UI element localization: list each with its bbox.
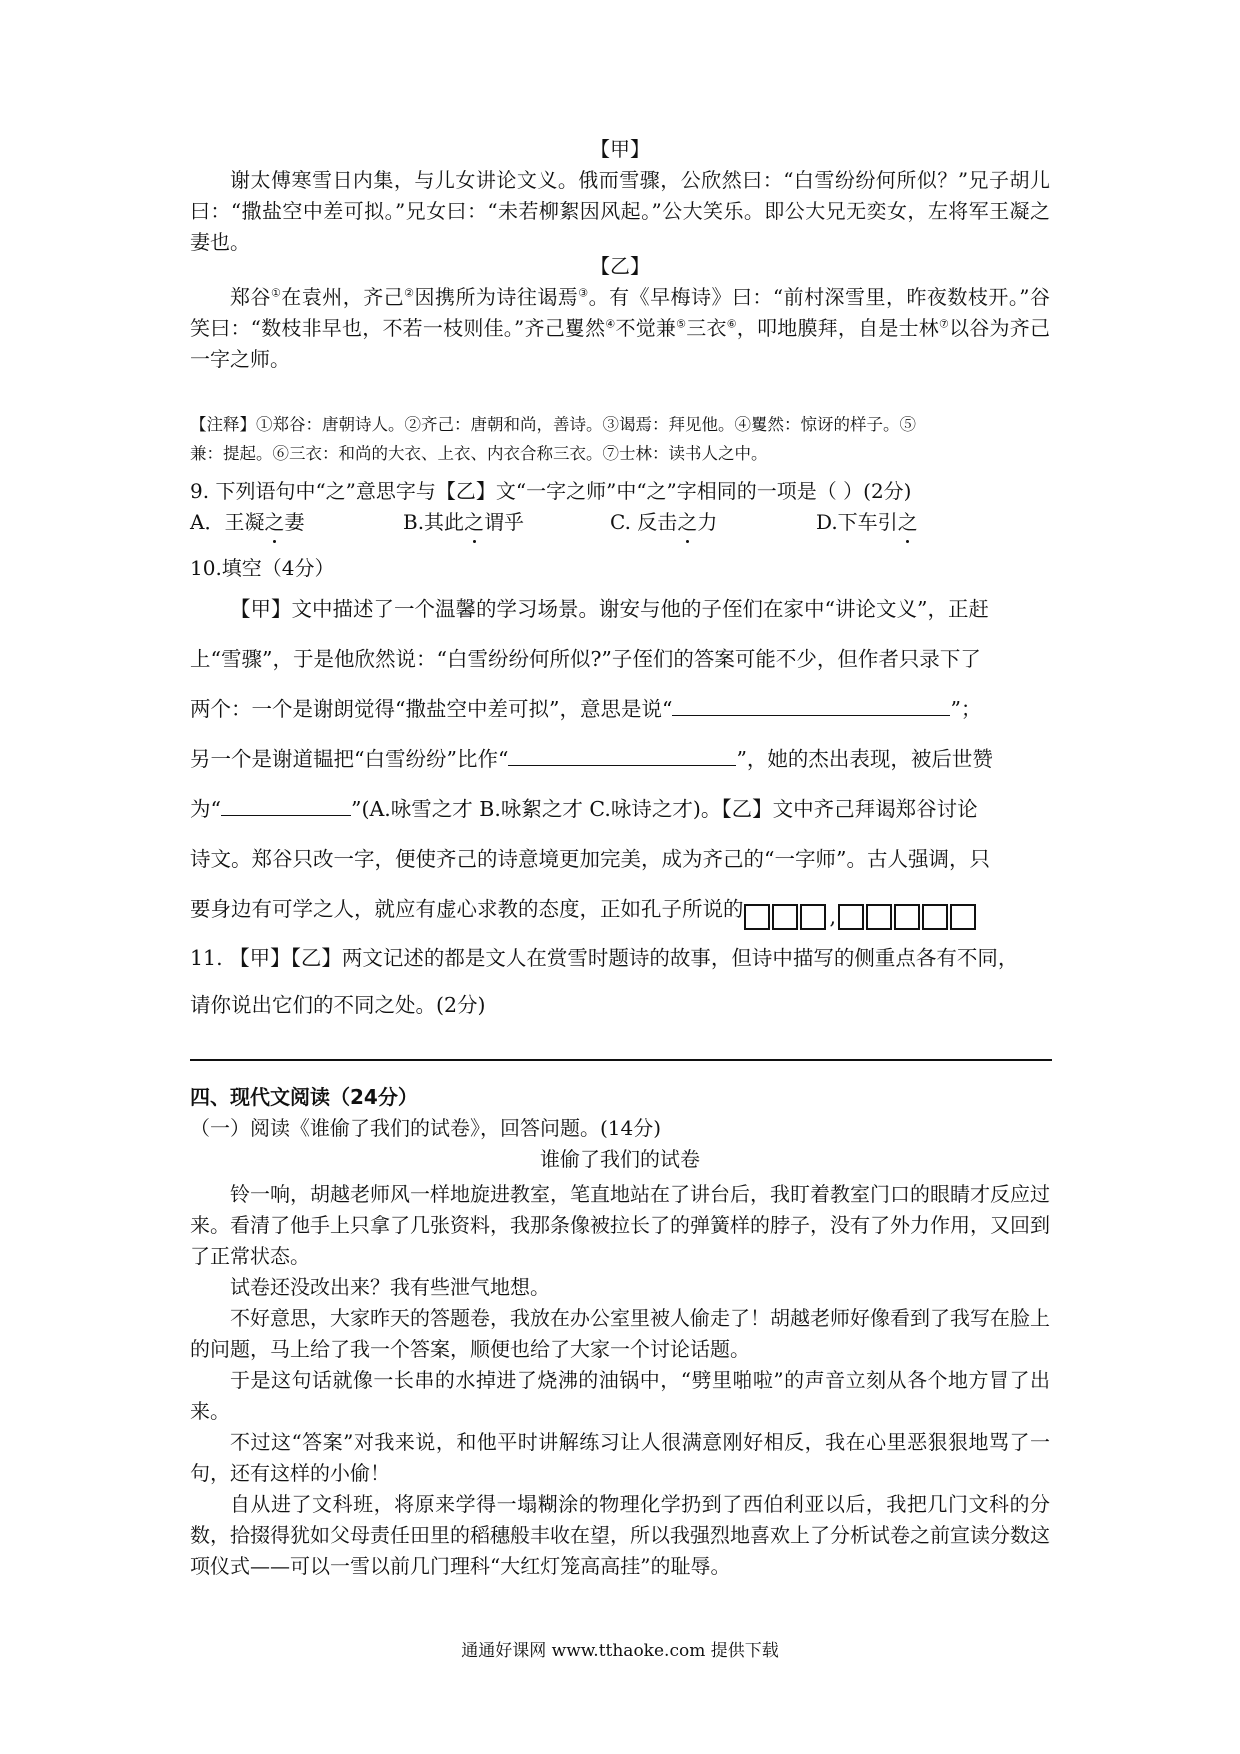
- passage-jia: [190, 134, 1050, 258]
- answer-box[interactable]: [950, 904, 976, 930]
- question-9: [190, 476, 1050, 507]
- essay-title: 谁偷了我们的试卷: [540, 1147, 700, 1171]
- essay-paragraph: 不好意思，大家昨天的答题卷，我放在办公室里被人偷走了！胡越老师好像看到了我写在脸上的问题，马上给了我一个答案，顺便也给了大家一个讨论话题。: [190, 1306, 1050, 1361]
- question-10-title: 10.填空（4分）: [190, 556, 335, 580]
- q11-line-2: 请你说出它们的不同之处。(2分): [190, 993, 486, 1017]
- question-11-cont: [190, 990, 1050, 1020]
- answer-box[interactable]: [800, 904, 826, 930]
- answer-box[interactable]: [894, 904, 920, 930]
- answer-box[interactable]: [838, 904, 864, 930]
- q10-line-4: 另一个是谢道韫把“白雪纷纷”比作“ ”，她的杰出表现，被后世赞: [190, 747, 993, 771]
- q10-line-1: 【甲】文中描述了一个温馨的学习场景。谢安与他的子侄们在家中“讲论文义”，正赶: [230, 597, 989, 621]
- notes-line-1: 【注释】①郑谷：唐朝诗人。②齐己：唐朝和尚，善诗。③谒焉：拜见他。④矍然：惊讶的样子。⑤: [190, 415, 916, 434]
- section-4-subtitle: （一）阅读《谁偷了我们的试卷》，回答问题。(14分): [190, 1116, 662, 1140]
- q10-line-2: 上“雪骤”，于是他欣然说：“白雪纷纷何所似?”子侄们的答案可能不少，但作者只录下了: [190, 647, 981, 671]
- essay-paragraph: 试卷还没改出来？我有些泄气地想。: [230, 1275, 550, 1299]
- blank-3[interactable]: [221, 797, 351, 816]
- q10-line-3: 两个：一个是谢朗觉得“撒盐空中差可拟”，意思是说“ ”；: [190, 697, 982, 721]
- passage-jia-heading: 【甲】: [590, 137, 650, 161]
- question-9-stem: 9. 下列语句中“之”意思字与【乙】文“一字之师”中“之”字相同的一项是（ ）(2分): [190, 479, 912, 503]
- q10-line-7: 要身边有可学之人，就应有虚心求教的态度，正如孔子所说的 ,: [190, 894, 978, 932]
- essay-body: [190, 1179, 1050, 1582]
- page-footer: 通通好课网 www.tthaoke.com 提供下载: [461, 1641, 779, 1661]
- essay-paragraph: 不过这“答案”对我来说，和他平时讲解练习让人很满意刚好相反，我在心里恶狠狠地骂了一句，还有这样的小偷！: [190, 1430, 1050, 1485]
- option-c[interactable]: C. 反击之力: [610, 507, 717, 538]
- answer-boxes[interactable]: ,: [744, 900, 979, 932]
- answer-box[interactable]: [866, 904, 892, 930]
- passage-yi-heading: 【乙】: [590, 254, 650, 278]
- annotation-notes: [190, 410, 1050, 468]
- question-11: [190, 943, 1050, 973]
- q11-line-1: 11. 【甲】【乙】两文记述的都是文人在赏雪时题诗的故事，但诗中描写的侧重点各有不同，: [190, 946, 1019, 970]
- blank-2[interactable]: [508, 747, 736, 766]
- passage-yi-text: 郑谷①在袁州，齐己②因携所为诗往谒焉③。有《早梅诗》曰：“前村深雪里，昨夜数枝开。”谷笑曰：“数枝非早也，不若一枝则佳。”齐己矍然④不觉兼⑤三衣⑥，叩地膜拜，自是士林⑦以谷为齐己一字之师。: [190, 285, 1051, 371]
- notes-line-2: 兼：提起。⑥三衣：和尚的大衣、上衣、内衣合称三衣。⑦士林：读书人之中。: [190, 444, 768, 463]
- option-b[interactable]: B.其此之谓乎: [403, 507, 524, 538]
- option-d[interactable]: D.下车引之: [816, 507, 918, 538]
- passage-jia-text: 谢太傅寒雪日内集，与儿女讲论文义。俄而雪骤，公欣然曰：“白雪纷纷何所似？”兄子胡儿曰：“撒盐空中差可拟。”兄女曰：“未若柳絮因风起。”公大笑乐。即公大兄无奕女，左将军王凝之妻也。: [190, 168, 1050, 254]
- blank-1[interactable]: [672, 697, 950, 716]
- q10-line-5: 为“ ”(A.咏雪之才 B.咏絮之才 C.咏诗之才)。【乙】文中齐己拜谒郑谷讨论: [190, 797, 978, 821]
- option-a[interactable]: A．王凝之妻: [190, 507, 304, 538]
- answer-box[interactable]: [772, 904, 798, 930]
- section-4-header: [190, 1082, 1050, 1175]
- essay-paragraph: 自从进了文科班，将原来学得一塌糊涂的物理化学扔到了西伯利亚以后，我把几门文科的分数，拾掇得犹如父母责任田里的稻穗般丰收在望，所以我强烈地喜欢上了分析试卷之前宣读分数这项仪式——可以一雪以前几门理科“大红灯笼高高挂”的耻辱。: [190, 1492, 1050, 1578]
- answer-box[interactable]: [744, 904, 770, 930]
- essay-paragraph: 铃一响，胡越老师风一样地旋进教室，笔直地站在了讲台后，我盯着教室门口的眼睛才反应过来。看清了他手上只拿了几张资料，我那条像被拉长了的弹簧样的脖子，没有了外力作用，又回到了正常状态。: [190, 1182, 1050, 1268]
- answer-box[interactable]: [922, 904, 948, 930]
- q10-line-6: 诗文。郑谷只改一字，便使齐己的诗意境更加完美，成为齐己的“一字师”。古人强调，只: [190, 847, 990, 871]
- essay-paragraph: 于是这句话就像一长串的水掉进了烧沸的油锅中，“劈里啪啦”的声音立刻从各个地方冒了出来。: [190, 1368, 1050, 1423]
- passage-yi: [190, 251, 1050, 375]
- answer-line[interactable]: [190, 1059, 1052, 1061]
- question-10-title-block: [190, 553, 1050, 584]
- section-4-title: 四、现代文阅读（24分）: [190, 1085, 418, 1109]
